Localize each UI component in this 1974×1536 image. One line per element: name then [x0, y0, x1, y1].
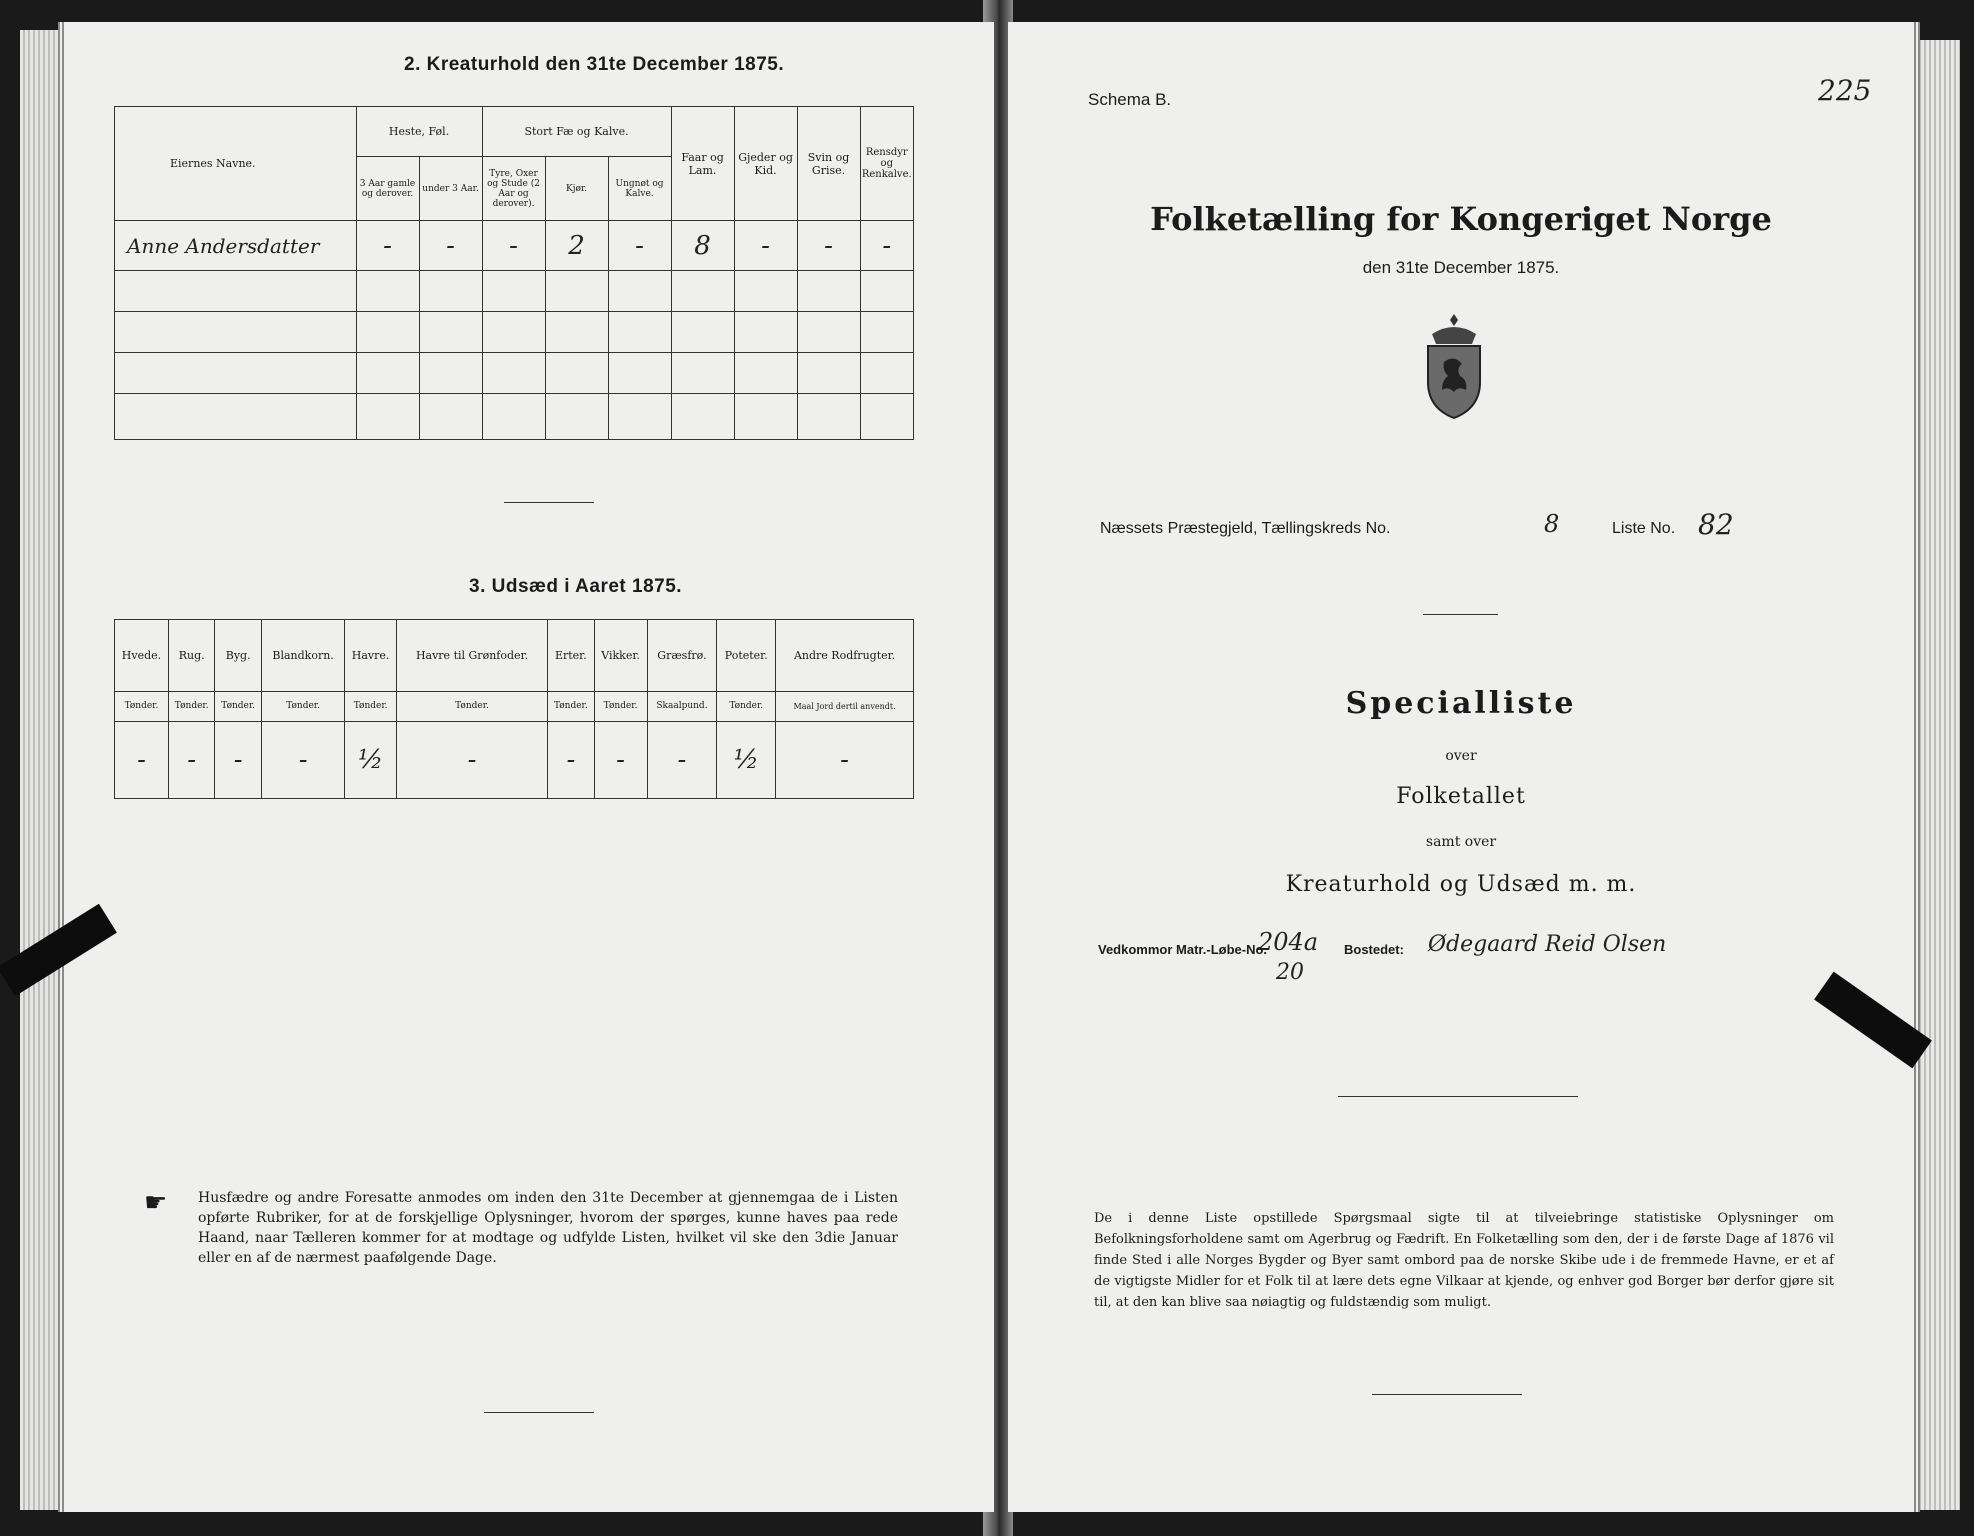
kreatur-label: Kreaturhold og Udsæd m. m. — [1285, 872, 1637, 897]
sowing-unit: Tønder. — [215, 691, 261, 722]
sowing-unit: Maal Jord dertil anvendt. — [776, 691, 914, 722]
col-rensdyr: Rensdyr og Renkalve. — [860, 107, 913, 221]
livestock-cell: 8 — [671, 221, 734, 271]
special-title: Specialliste — [1345, 686, 1577, 721]
sowing-header: Blandkorn. — [261, 620, 344, 692]
matr-value: 204a — [1258, 928, 1319, 956]
sowing-cell: - — [261, 722, 344, 799]
sowing-cell: - — [647, 722, 717, 799]
folketallet-label: Folketallet — [1396, 784, 1526, 809]
livestock-cell: - — [356, 221, 419, 271]
divider — [1423, 614, 1498, 615]
matr-value-2: 20 — [1276, 960, 1304, 985]
col-heste-b: under 3 Aar. — [419, 157, 482, 221]
livestock-cell: - — [860, 221, 913, 271]
left-page — [58, 22, 994, 1512]
sowing-unit: Tønder. — [345, 691, 397, 722]
col-stortfae: Stort Fæ og Kalve. — [482, 107, 671, 157]
sowing-header: Byg. — [215, 620, 261, 692]
owner-header: Eiernes Navne. — [115, 107, 357, 221]
matr-label: Vedkommor Matr.-Løbe-No. — [1098, 942, 1268, 957]
parish-label: Næssets Præstegjeld, Tællingskreds No. — [1100, 520, 1391, 537]
livestock-cell: - — [419, 221, 482, 271]
sowing-unit: Tønder. — [115, 691, 169, 722]
livestock-cell: - — [608, 221, 671, 271]
sowing-cell: ½ — [717, 722, 776, 799]
sowing-header: Rug. — [168, 620, 214, 692]
notice-text: Husfædre og andre Foresatte anmodes om inden den 31te December at gjennemgaa de i Listen opførte Rubriker, for at de forskjellige Oplysninger, hvorom der spørges, kunne haves paa rede Haand, naar Tælleren kommer for at modtage og udfylde Listen, hvilket vil ske den 3die Januar eller en af de nærmest paafølgende Dage. — [198, 1190, 898, 1266]
pointing-hand-icon: ☛ — [144, 1188, 168, 1218]
sowing-unit: Tønder. — [717, 691, 776, 722]
sowing-header: Hvede. — [115, 620, 169, 692]
subtitle: den 31te December 1875. — [1362, 258, 1560, 277]
page-number: 225 — [1818, 74, 1872, 107]
section2-title: 2. Kreaturhold den 31te December 1875. — [404, 54, 785, 75]
livestock-cell: - — [482, 221, 545, 271]
sowing-unit: Skaalpund. — [647, 691, 717, 722]
livestock-cell: - — [734, 221, 797, 271]
divider — [1338, 1096, 1578, 1097]
bosted-value: Ødegaard Reid Olsen — [1428, 932, 1667, 957]
sowing-header: Havre til Grønfoder. — [396, 620, 547, 692]
owner-name: Anne Andersdatter — [115, 221, 357, 271]
liste-label: Liste No. — [1612, 520, 1676, 537]
page-edge-left — [20, 30, 60, 1510]
sowing-cell: - — [396, 722, 547, 799]
sowing-unit: Tønder. — [396, 691, 547, 722]
sowing-cell: - — [215, 722, 261, 799]
divider — [504, 502, 594, 503]
col-stortfae-b: Kjør. — [545, 157, 608, 221]
schema-label: Schema B. — [1088, 90, 1172, 109]
livestock-cell: 2 — [545, 221, 608, 271]
samt-over-label: samt over — [1425, 834, 1497, 850]
sowing-cell: - — [168, 722, 214, 799]
sowing-cell: - — [594, 722, 647, 799]
section3-title: 3. Udsæd i Aaret 1875. — [469, 576, 683, 597]
over-label: over — [1445, 748, 1477, 764]
col-heste-a: 3 Aar gamle og derover. — [356, 157, 419, 221]
livestock-cell: - — [797, 221, 860, 271]
right-page — [1008, 22, 1920, 1512]
footer-text: De i denne Liste opstillede Spørgsmaal sigte til at tilveiebringe statistiske Oplysninger om Befolkningsforholdene samt om Agerbrug og Fædrift. En Folketælling som den, der i de første Dage af 1876 vil finde Sted i alle Norges Bygder og Byer samt ombord paa de norske Skibe ude i de fremmede Havne, er et af de vigtigste Midler for et Folk til at lære dets egne Vilkaar at kjende, og enhver god Borger bør derfor gjøre sit til, at den kan blive saa nøiagtig og fuldstændig som muligt. — [1094, 1211, 1834, 1310]
sowing-header: Poteter. — [717, 620, 776, 692]
kreds-number: 8 — [1544, 510, 1560, 538]
sowing-cell: - — [548, 722, 594, 799]
col-stortfae-a: Tyre, Oxer og Stude (2 Aar og derover). — [482, 157, 545, 221]
col-faar: Faar og Lam. — [671, 107, 734, 221]
sowing-unit: Tønder. — [168, 691, 214, 722]
sowing-unit: Tønder. — [261, 691, 344, 722]
livestock-table — [114, 106, 914, 440]
liste-number: 82 — [1698, 508, 1734, 541]
col-svin: Svin og Grise. — [797, 107, 860, 221]
sowing-header: Havre. — [345, 620, 397, 692]
sowing-cell: - — [776, 722, 914, 799]
sowing-header: Andre Rodfrugter. — [776, 620, 914, 692]
col-stortfae-c: Ungnøt og Kalve. — [608, 157, 671, 221]
sowing-unit: Tønder. — [594, 691, 647, 722]
sowing-cell: - — [115, 722, 169, 799]
sowing-header: Erter. — [548, 620, 594, 692]
coat-of-arms-icon — [1414, 312, 1494, 422]
sowing-header: Vikker. — [594, 620, 647, 692]
sowing-unit: Tønder. — [548, 691, 594, 722]
divider — [484, 1412, 594, 1413]
col-heste: Heste, Føl. — [356, 107, 482, 157]
sowing-table — [114, 619, 914, 799]
sowing-cell: ½ — [345, 722, 397, 799]
col-gjeder: Gjeder og Kid. — [734, 107, 797, 221]
bosted-label: Bostedet: — [1344, 942, 1404, 957]
sowing-header: Græsfrø. — [647, 620, 717, 692]
main-title: Folketælling for Kongeriget Norge — [1150, 200, 1772, 238]
divider — [1372, 1394, 1522, 1395]
page-edge-right — [1914, 40, 1960, 1510]
